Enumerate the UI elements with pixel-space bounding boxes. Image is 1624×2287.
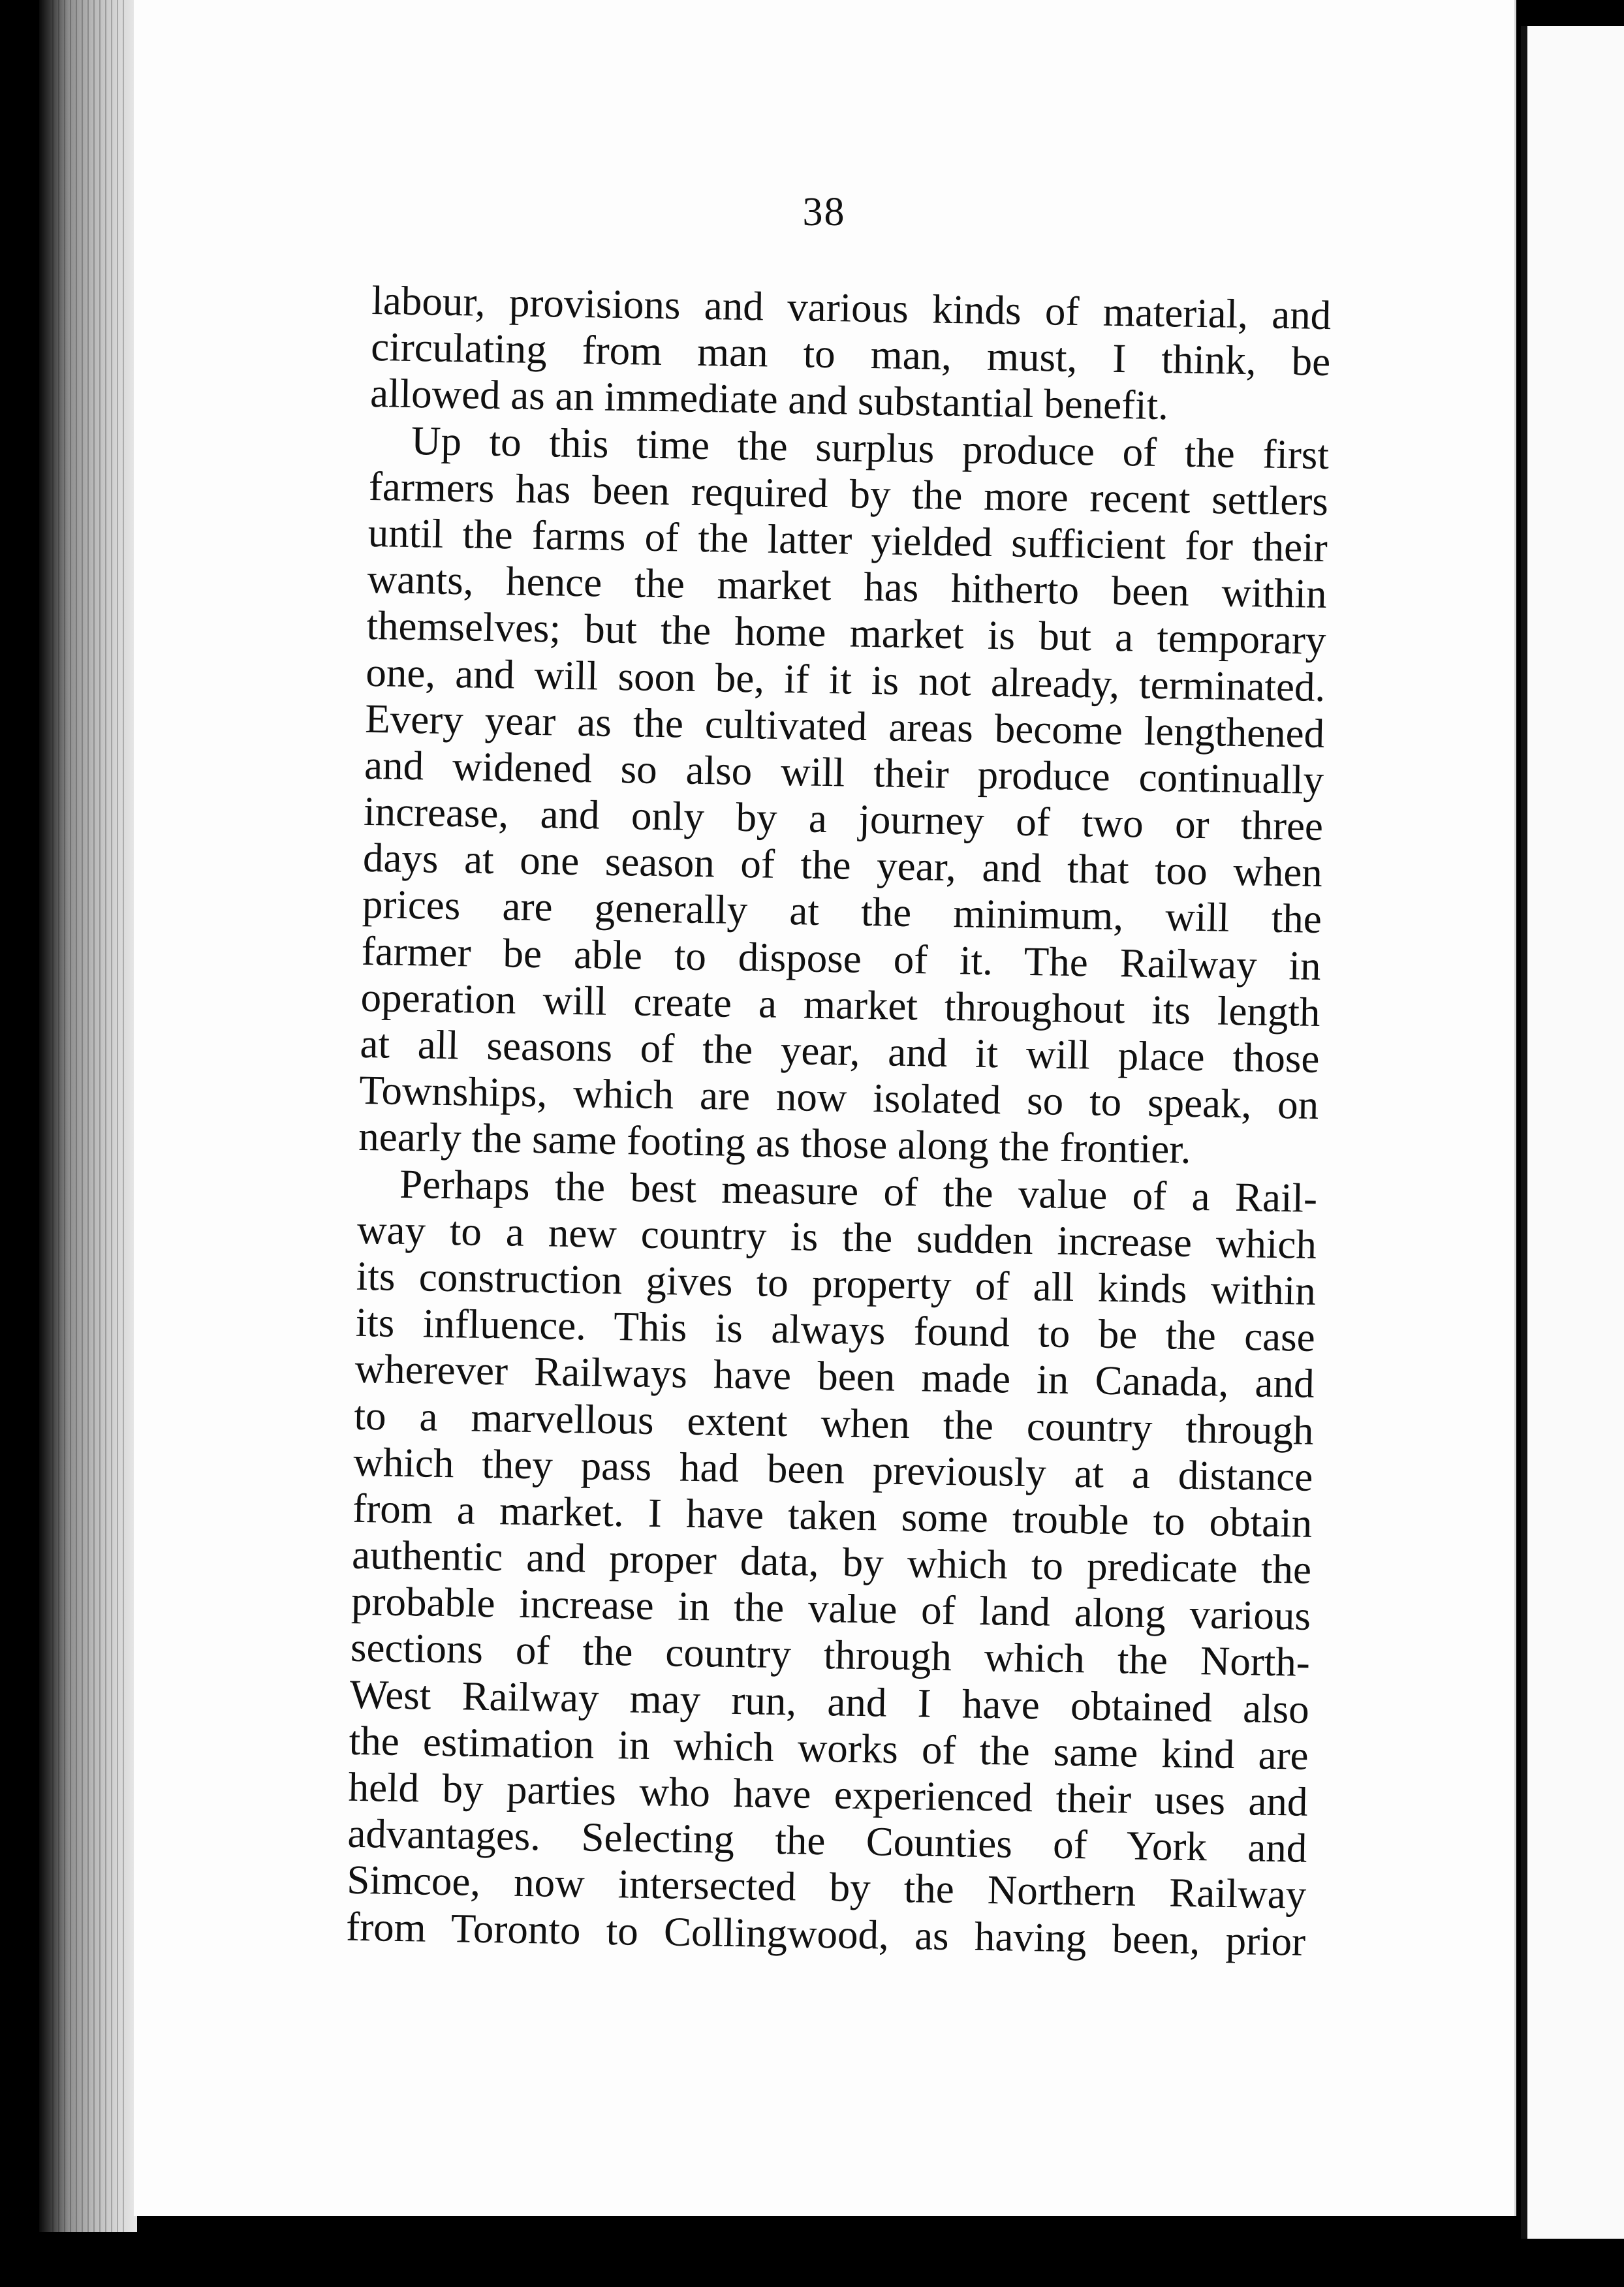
text-line: Every year as the cultivated areas become lengthened (364, 695, 1325, 756)
text-line: from Toronto to Collingwood, as having been, prior (345, 1903, 1306, 1965)
text-line: labour, provisions and various kinds of material, and (371, 277, 1332, 339)
text-line: to a marvellous extent when the country through (354, 1392, 1314, 1454)
text-line: allowed as an immediate and substantial benefit. (369, 370, 1169, 429)
text-line: its influence. This is always found to be the case (355, 1299, 1316, 1361)
text-line: wherever Railways have been made in Canada, and (354, 1346, 1315, 1407)
text-line: advantages. Selecting the Counties of York and (347, 1810, 1307, 1871)
text-line: which they pass had been previously at a distance (352, 1439, 1313, 1500)
text-line: Townships, which are now isolated so to speak, on (358, 1067, 1319, 1128)
text-line: held by parties who have experienced their uses and (348, 1764, 1309, 1825)
body-text (346, 277, 1332, 1965)
text-line: circulating from man to man, must, I think, be (370, 324, 1331, 385)
text-line: from a market. I have taken some trouble to obtain (352, 1485, 1313, 1546)
text-line: Up to this time the surplus produce of the first (411, 417, 1330, 478)
text-line: its construction gives to property of all kinds within (356, 1252, 1317, 1314)
text-line: nearly the same footing as those along the frontier. (358, 1113, 1192, 1173)
text-line: sections of the country through which the North- (350, 1625, 1311, 1686)
text-line: wants, hence the market has hitherto been within (367, 556, 1328, 617)
text-line: authentic and proper data, by which to predicate the (351, 1531, 1312, 1593)
text-line: Simcoe, now intersected by the Northern Railway (346, 1857, 1307, 1918)
page-number: 38 (802, 190, 846, 234)
text-line: themselves; but the home market is but a temporary (366, 602, 1326, 664)
text-line: farmers has been required by the more recent settlers (368, 463, 1329, 524)
page-stack-edge (52, 0, 124, 2232)
text-line: operation will create a market throughout its length (360, 974, 1321, 1035)
text-line: one, and will soon be, if it is not already, terminated. (365, 649, 1326, 710)
facing-page-edge (1521, 26, 1624, 2239)
text-line: Perhaps the best measure of the value of a Rail- (399, 1160, 1318, 1221)
text-line: at all seasons of the year, and it will place those (360, 1020, 1320, 1081)
text-line: way to a new country is the sudden increase which (356, 1206, 1317, 1268)
text-line: until the farms of the latter yielded sufficient for their (367, 509, 1328, 570)
text-line: and widened so also will their produce continually (364, 741, 1324, 803)
text-line: probable increase in the value of land along various (351, 1578, 1311, 1640)
text-line: farmer be able to dispose of it. The Railway in (361, 927, 1322, 989)
text-line: days at one season of the year, and that too when (362, 835, 1323, 896)
text-line: the estimation in which works of the same kind are (349, 1717, 1309, 1779)
text-line: increase, and only by a journey of two or three (363, 788, 1324, 850)
text-line: prices are generally at the minimum, will the (362, 881, 1322, 942)
text-line: West Railway may run, and I have obtained also (349, 1671, 1310, 1732)
